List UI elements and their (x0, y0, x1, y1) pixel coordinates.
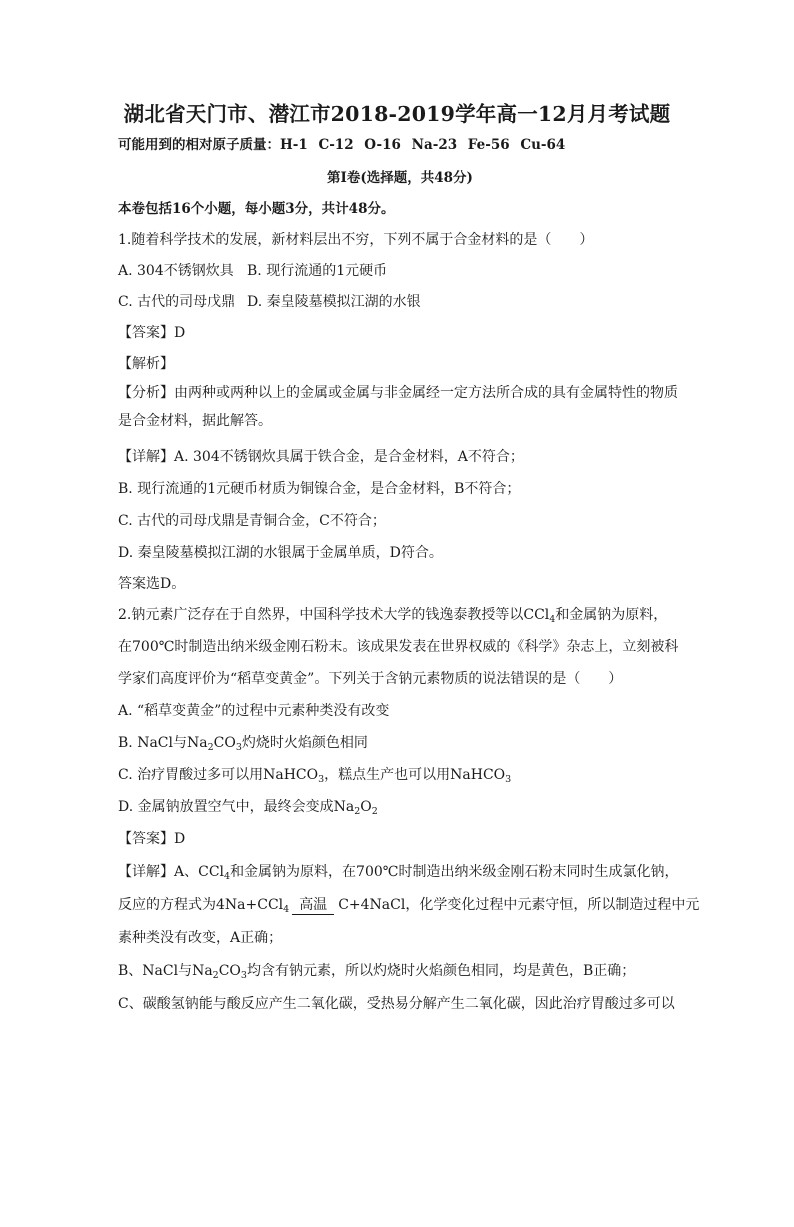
q2-option-b (118, 733, 682, 753)
q2-answer: 【答案】D (118, 831, 186, 847)
q2-option-d-sub1: 2 (354, 806, 361, 817)
q2-option-b-3: 灼烧时火焰颜色相同 (241, 735, 368, 751)
q2-detail-1-sub: 4 (224, 871, 231, 882)
q2-stem-sub: 4 (549, 614, 556, 625)
q2-stem-line-3: 学家们高度评价为“稻草变黄金”。下列关于含钠元素物质的说法错误的是（ ） (118, 671, 623, 687)
q2-detail-4c: 均含有钠元素，所以灼烧时火焰颜色相同，均是黄色，B正确； (246, 963, 636, 979)
q2-detail-2a-sub: 4 (283, 904, 290, 915)
q2-stem-1-end: 和金属钠为原料， (555, 607, 668, 623)
q1-analysis: 【分析】由两种或两种以上的金属或金属与非金属经一定方法所合成的具有金属特性的物质是合金材料，据此解答。 (118, 385, 678, 429)
q1-stem: 1.随着科学技术的发展，新材料层出不穷，下列不属于合金材料的是（ ） (118, 232, 594, 248)
q2-option-b-sub1: 2 (207, 742, 214, 753)
q1-option-b: B. 现行流通的1元硬币 (247, 263, 388, 279)
q1-options-cd (118, 292, 682, 312)
q1-analysis-label: 【解析】 (118, 356, 174, 372)
q1-detail-d: D. 秦皇陵墓模拟江湖的水银属于金属单质，D符合。 (118, 545, 443, 561)
q1-detail-a: 【详解】A. 304不锈钢炊具属于铁合金，是合金材料，A不符合； (118, 449, 524, 465)
q1-options-ab (118, 261, 682, 281)
q2-detail-line-3: 素种类没有改变，A正确； (118, 930, 283, 946)
q2-stem-line-1 (118, 605, 682, 625)
q2-option-b-1: B. NaCl与Na (118, 735, 208, 751)
q2-detail-line-1 (118, 862, 682, 882)
q2-detail-line-5: C、碳酸氢钠能与酸反应产生二氧化碳，受热易分解产生二氧化碳，因此治疗胃酸过多可以 (118, 996, 675, 1012)
q2-stem-line-2: 在700℃时制造出纳米级金刚石粉末。该成果发表在世界权威的《科学》杂志上，立刻被科 (118, 639, 679, 655)
section-title: 第Ⅰ卷(选择题，共48分) (327, 170, 473, 186)
section-instructions: 本卷包括16个小题，每小题3分，共计48分。 (118, 201, 395, 217)
q2-option-c-sub2: 3 (505, 774, 512, 785)
q2-detail-line-2 (118, 895, 700, 915)
q2-option-c-2: ，糕点生产也可以用NaHCO (324, 767, 506, 783)
document-page (0, 104, 794, 1227)
q2-detail-2a: 反应的方程式为4Na+CCl (118, 897, 284, 913)
q2-detail-2b: C+4NaCl，化学变化过程中元素守恒，所以制造过程中元 (338, 897, 700, 913)
q1-option-d: D. 秦皇陵墓模拟江湖的水银 (247, 294, 421, 310)
q1-detail-c: C. 古代的司母戊鼎是青铜合金，C不符合； (118, 513, 386, 529)
atomic-masses: 可能用到的相对原子质量：H-1 C-12 O-16 Na-23 Fe-56 Cu-64 (118, 137, 566, 153)
q2-option-c-1: C. 治疗胃酸过多可以用NaHCO (118, 767, 319, 783)
q2-option-c-sub1: 3 (318, 774, 325, 785)
q2-stem-1: 2.钠元素广泛存在于自然界，中国科学技术大学的钱逸泰教授等以CCl (118, 607, 550, 623)
q2-option-c (118, 765, 682, 785)
q2-option-a: A. “稻草变黄金”的过程中元素种类没有改变 (118, 703, 390, 719)
q1-answer: 【答案】D (118, 325, 186, 341)
q2-detail-4-sub2: 3 (240, 970, 247, 981)
q2-option-d-2: O (360, 799, 372, 815)
q1-option-a: A. 304不锈钢炊具 (118, 263, 234, 279)
q2-option-b-2: CO (213, 735, 236, 751)
reaction-condition: 高温 (292, 897, 334, 915)
q2-detail-line-4 (118, 961, 682, 981)
q2-detail-1-end: 和金属钠为原料，在700℃时制造出纳米级金刚石粉末同时生成氯化钠， (230, 864, 679, 880)
q2-option-b-sub2: 3 (235, 742, 242, 753)
q1-detail-b: B. 现行流通的1元硬币材质为铜镍合金，是合金材料，B不符合； (118, 481, 521, 497)
q2-option-d-1: D. 金属钠放置空气中，最终会变成Na (118, 799, 355, 815)
q2-detail-4a: B、NaCl与Na (118, 963, 213, 979)
q2-option-d-sub2: 2 (371, 806, 378, 817)
q2-detail-4-sub1: 2 (212, 970, 219, 981)
q1-option-c: C. 古代的司母戊鼎 (118, 294, 236, 310)
q2-detail-4b: CO (218, 963, 241, 979)
q2-detail-1: 【详解】A、CCl (118, 864, 225, 880)
page-title: 湖北省天门市、潜江市2018-2019学年高一12月月考试题 (123, 102, 671, 126)
q1-conclusion: 答案选D。 (118, 576, 186, 592)
q2-option-d (118, 797, 682, 817)
